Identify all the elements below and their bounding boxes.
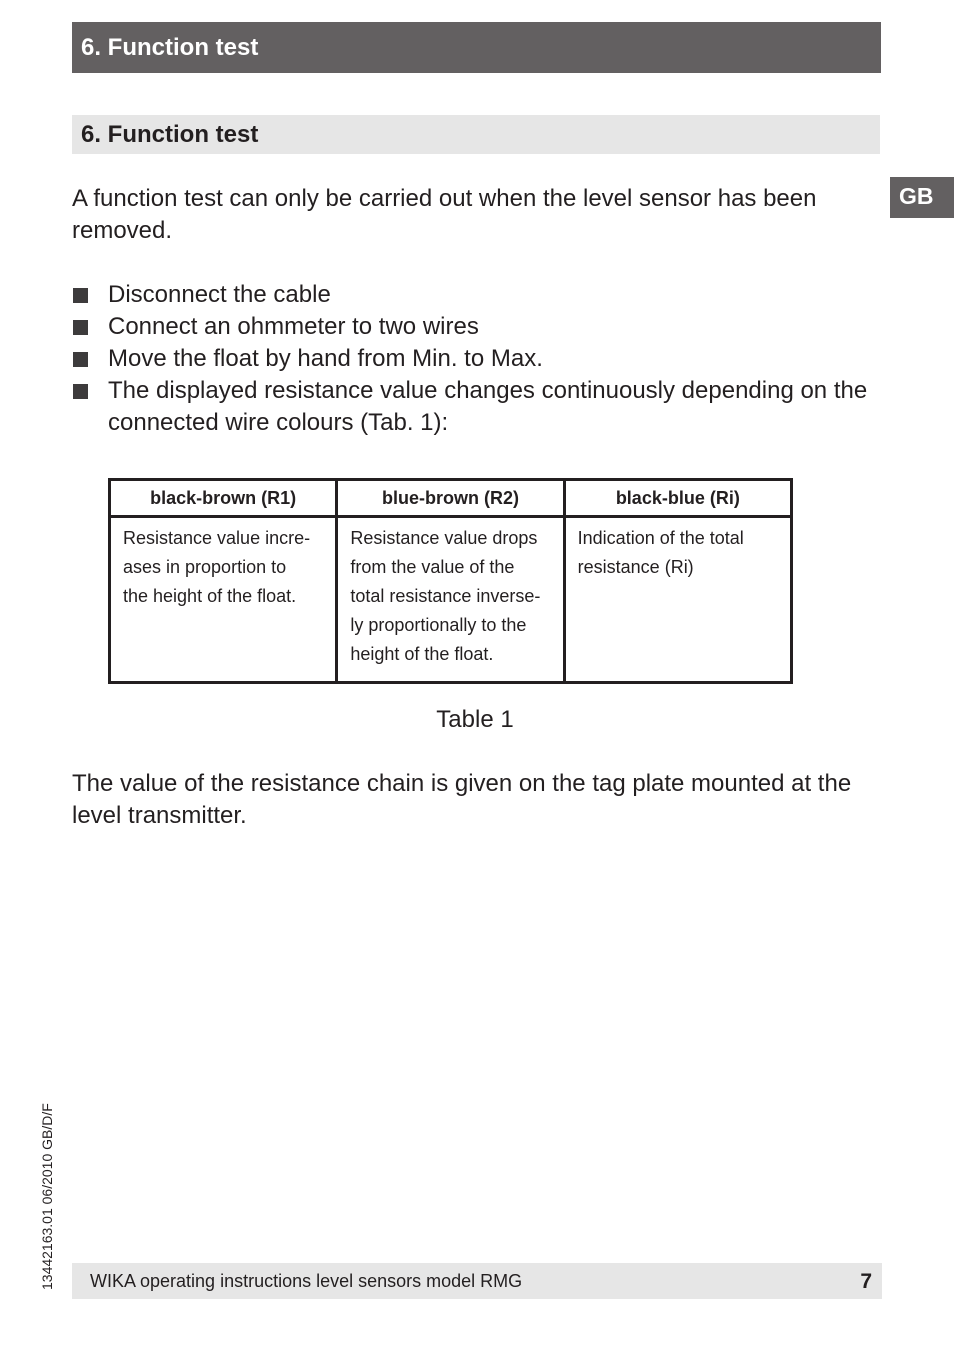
column-header: blue-brown (R2) xyxy=(337,480,564,517)
step-text: The displayed resistance value changes continuously depending on the connected wire colours (Tab. 1): xyxy=(108,377,868,436)
step-text: Move the float by hand from Min. to Max. xyxy=(108,345,543,372)
bullet-square-icon xyxy=(73,288,88,303)
resistance-table xyxy=(108,478,793,684)
intro-paragraph: A function test can only be carried out when the level sensor has been removed. xyxy=(72,185,817,244)
steps-list xyxy=(72,279,882,439)
bullet-square-icon xyxy=(73,352,88,367)
table-caption: Table 1 xyxy=(436,706,514,733)
cell-line: the height of the float. xyxy=(123,586,297,606)
table-header-row xyxy=(110,480,792,517)
footer-title: WIKA operating instructions level sensors model RMG xyxy=(90,1271,523,1291)
section-heading: 6. Function test xyxy=(81,121,259,148)
cell-line: Indication of the total xyxy=(577,528,744,548)
table-cell xyxy=(337,517,564,683)
bullet-square-icon xyxy=(73,384,88,399)
step-text: Disconnect the cable xyxy=(108,281,331,308)
chapter-title: 6. Function test xyxy=(81,34,259,61)
page-number: 7 xyxy=(860,1270,872,1293)
cell-line: from the value of the xyxy=(350,557,515,577)
cell-line: Resistance value incre- xyxy=(123,528,311,548)
cell-line: resistance (Ri) xyxy=(577,557,694,577)
cell-line: total resistance inverse- xyxy=(350,586,541,606)
language-tab: GB xyxy=(890,177,954,218)
document-code: 13442163.01 06/2010 GB/D/F xyxy=(39,1103,55,1290)
list-item xyxy=(72,343,882,375)
bullet-square-icon xyxy=(73,320,88,335)
table-cell xyxy=(564,517,791,683)
list-item xyxy=(72,311,882,343)
cell-line: height of the float. xyxy=(350,644,494,664)
step-text: Connect an ohmmeter to two wires xyxy=(108,313,479,340)
cell-line: Resistance value drops xyxy=(350,528,538,548)
list-item xyxy=(72,375,882,439)
list-item xyxy=(72,279,882,311)
chapter-header-bar xyxy=(72,22,881,73)
column-header: black-brown (R1) xyxy=(110,480,337,517)
cell-line: ases in proportion to xyxy=(123,557,287,577)
column-header: black-blue (Ri) xyxy=(564,480,791,517)
cell-line: ly proportionally to the xyxy=(350,615,527,635)
table-row xyxy=(110,517,792,683)
page-footer xyxy=(72,1263,882,1299)
table-cell xyxy=(110,517,337,683)
closing-paragraph: The value of the resistance chain is given on the tag plate mounted at the level transmitter. xyxy=(72,770,852,829)
section-heading-bar xyxy=(72,115,880,154)
